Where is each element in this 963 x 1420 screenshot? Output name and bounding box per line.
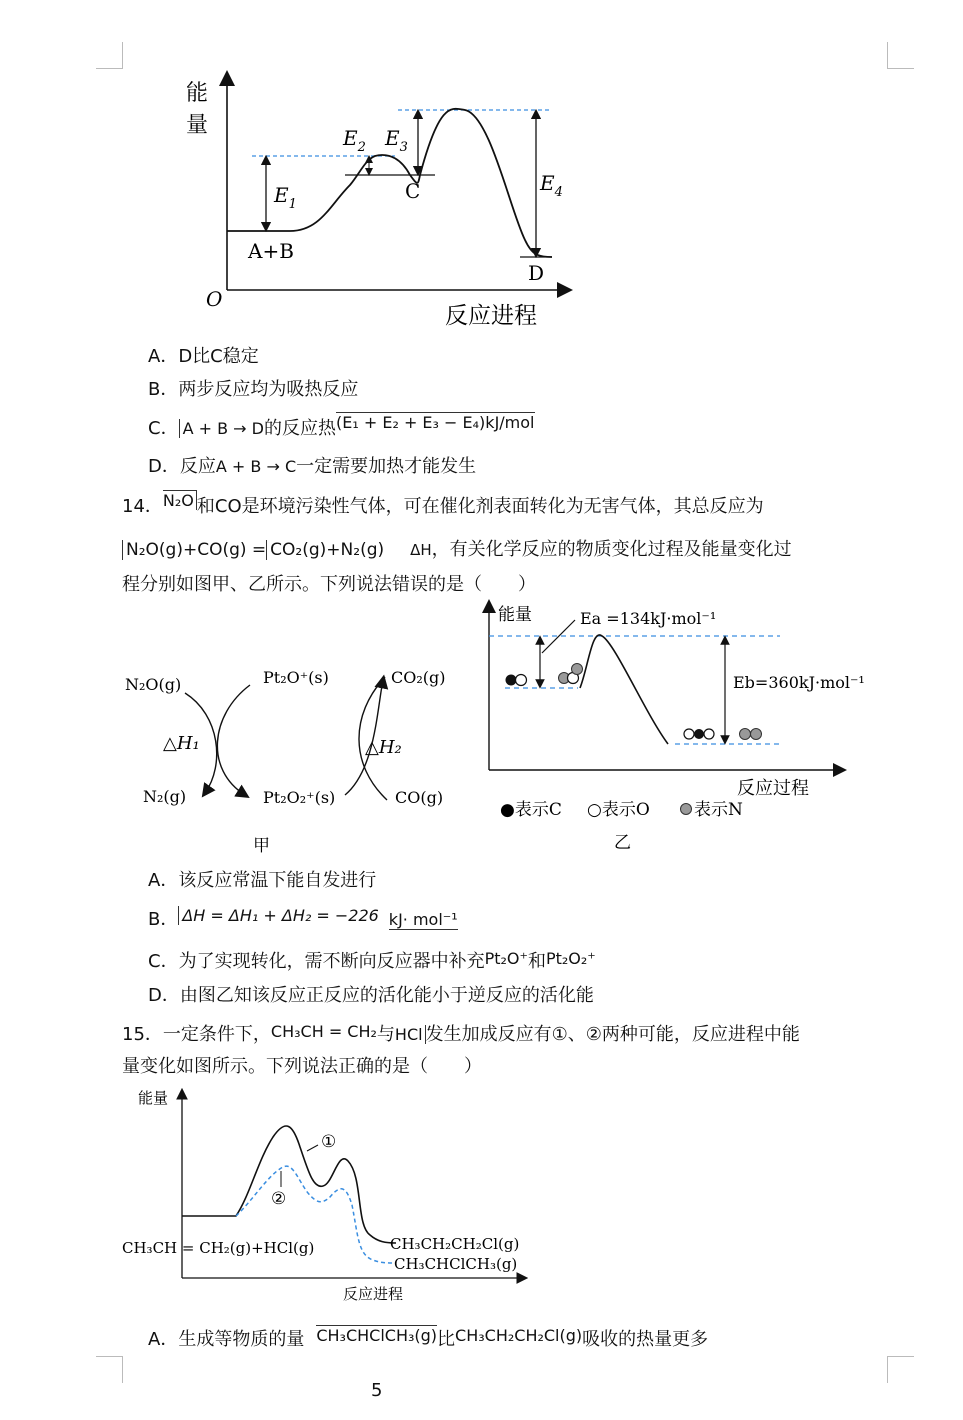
q15-fig-x-label: 反应进程 [343,1285,404,1303]
e4-label: $E_4$ [540,171,563,200]
yi-legend-o: ○表示O [587,800,650,820]
q15-path2-label: ② [271,1189,287,1209]
jia-pt2o-top-label: Pt₂O⁺(s) [263,668,329,687]
jia-dh1-label: △H₁ [163,733,200,754]
q15-product1-label: CH₃CH₂CH₂Cl(g) [390,1235,520,1253]
energy-axis-label-1: 能 [186,81,209,106]
x-axis-label: 反应进程 [445,303,537,329]
q14-stem-line1 [122,492,764,518]
q14-option-c-f1: Pt₂O⁺ [484,949,528,968]
q13-option-b: B．两步反应均为吸热反应 [148,379,359,400]
q14-equation-right: CO₂(g)+N₂(g) [266,540,384,560]
crop-mark-bottom-right [887,1356,914,1383]
yi-ea-label: Ea =134kJ·mol⁻¹ [580,609,717,628]
q15-prefix: 15．一定条件下， [122,1024,271,1045]
q14-number: 14． [122,496,163,517]
e2-label: $E_2$ [343,126,366,155]
q13-option-c-mid: 的反应热 [263,418,336,439]
q14-option-c-prefix: C．为了实现转化，需不断向反应器中补充 [148,951,485,972]
q13-option-c [148,414,535,440]
state-d-label: D [528,261,545,285]
q14-option-d: D．由图乙知该反应正反应的活化能小于逆反应的活化能 [148,985,594,1006]
q14-stem-line2 [122,535,792,561]
q15-option-a-f2: CH₃CH₂CH₂Cl(g) [455,1326,583,1345]
crop-mark-bottom-left [96,1356,123,1383]
q15-option-a-mid: 比 [437,1329,456,1350]
origin-label: O [206,287,223,311]
jia-pt2o2-bottom-label: Pt₂O₂⁺(s) [263,788,336,807]
q15-intro: 发生加成反应有①、②两种可能，反应进程中能 [425,1024,800,1045]
yi-eb-label: Eb=360kJ·mol⁻¹ [733,673,865,692]
e1-label: $E_1$ [274,183,297,212]
page-number: 5 [371,1380,383,1401]
q15-fig-y-label: 能量 [138,1089,169,1107]
crop-mark-top-right [887,42,914,69]
jia-n2-label: N₂(g) [143,787,187,806]
q15-reactant: CH₃CH = CH₂ [270,1022,377,1041]
q15-option-a-prefix: A．生成等物质的量 [148,1329,305,1350]
jia-n2o-label: N₂O(g) [125,675,182,694]
q14-option-b-prefix: B． [148,909,179,930]
q13-option-c-value: (E₁ + E₂ + E₃ − E₄)kJ/mol [335,413,535,432]
q13-option-d-prefix: D．反应 [148,456,216,477]
q14-intro: 和CO是环境污染性气体，可在催化剂表面转化为无害气体，其总反应为 [196,496,764,517]
q13-option-d-formula: A + B → C [215,457,297,476]
yi-legend-c: ●表示C [500,800,562,820]
q14-option-c-and: 和 [527,951,546,972]
q14-option-c [148,947,596,973]
q15-option-a-suffix: 吸收的热量更多 [582,1329,709,1350]
q14-equation-left: N₂O(g)+CO(g) = [122,540,266,560]
jia-co-label: CO(g) [395,788,444,807]
jia-caption: 甲 [253,836,270,856]
energy-diagram-q13 [180,60,600,335]
q13-option-d-suffix: 一定需要加热才能发生 [296,456,477,477]
state-c-label: C [405,179,421,203]
q15-reactants-label: CH₃CH = CH₂(g)+HCl(g) [122,1239,315,1257]
q14-n2o: N₂O [163,490,197,510]
q15-hcl: HCl [395,1025,426,1044]
q15-stem-line2: 量变化如图所示。下列说法正确的是（ ） [122,1056,482,1077]
q14-option-b-unit: kJ· mol⁻¹ [388,910,458,929]
yi-legend-n: 表示N [694,800,743,820]
energy-axis-label-2: 量 [186,113,209,138]
q14-option-b [148,905,458,931]
q14-delta-h: ΔH [410,541,432,559]
q13-option-c-prefix: C． [148,418,179,439]
jia-dh2-label: △H₂ [365,737,402,758]
q13-option-c-formula: A + B → D [179,419,264,438]
q15-with: 与 [376,1024,395,1045]
q14-option-a: A．该反应常温下能自发进行 [148,870,377,891]
yi-x-label: 反应过程 [737,778,809,799]
state-ab-label: A+B [248,239,294,263]
yi-y-label: 能量 [498,605,532,625]
q15-path1-label: ① [321,1132,337,1152]
figure-jia-cycle [115,655,465,860]
q14-intro2: ，有关化学反应的物质变化过程及能量变化过 [431,539,792,560]
q13-option-d [148,452,476,478]
jia-co2-label: CO₂(g) [391,668,446,687]
energy-diagram-q15 [118,1085,538,1310]
q15-option-a-f1: CH₃CHClCH₃(g) [316,1326,438,1345]
q15-option-a [148,1325,708,1351]
yi-caption: 乙 [614,833,631,853]
q14-option-c-f2: Pt₂O₂⁺ [545,949,596,968]
figure-yi-energy [480,598,880,858]
e3-label: $E_3$ [385,126,408,155]
q15-product2-label: CH₃CHClCH₃(g) [394,1255,518,1273]
crop-mark-top-left [96,42,123,69]
q14-stem-line3: 程分别如图甲、乙所示。下列说法错误的是（ ） [122,574,536,595]
q13-option-a: A．D比C稳定 [148,346,259,367]
q15-stem-line1 [122,1020,800,1046]
q14-option-b-formula: ΔH = ΔH₁ + ΔH₂ = −226 [178,906,378,925]
yi-legend-n-marker [681,804,692,815]
